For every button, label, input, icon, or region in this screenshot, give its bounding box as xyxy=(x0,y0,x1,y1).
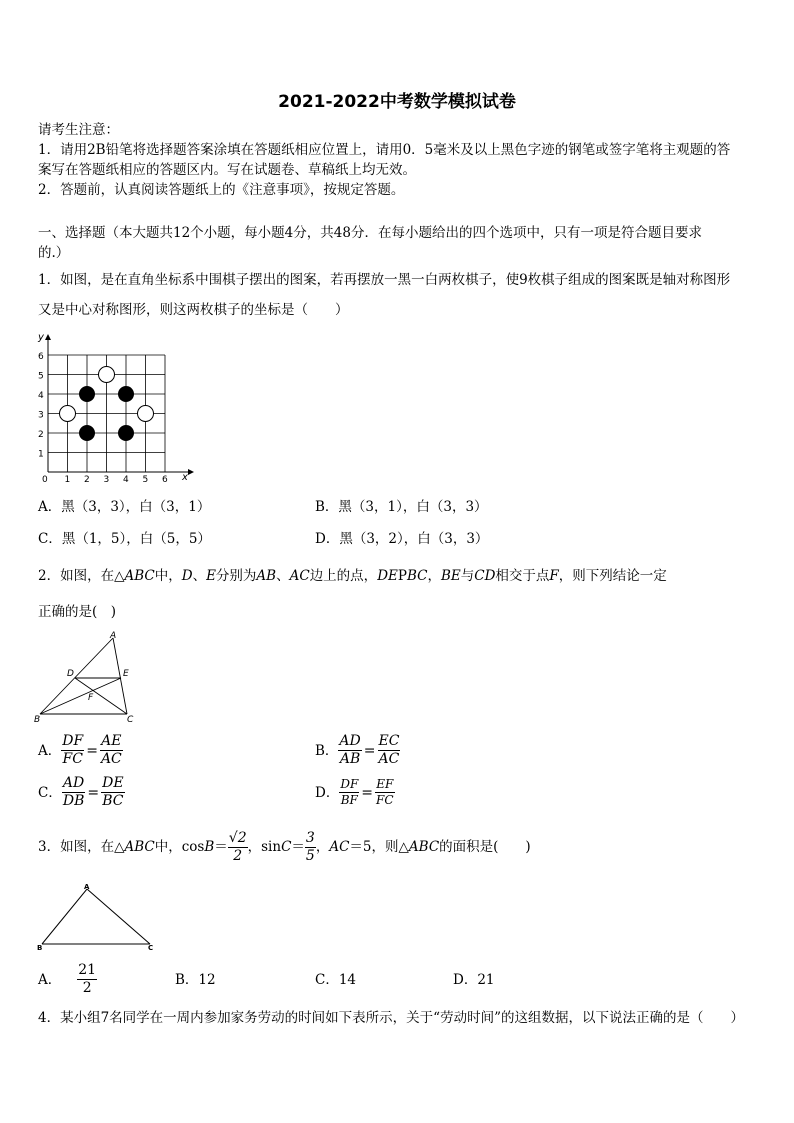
y-tick-label: 4 xyxy=(38,391,44,401)
q3-option-c[interactable]: C．14 xyxy=(315,972,357,988)
white-stone xyxy=(60,406,76,422)
x-tick-label: 6 xyxy=(162,475,168,485)
x-tick-label: 5 xyxy=(142,475,149,485)
origin-label: 0 xyxy=(42,475,48,485)
notice-line-2: 案写在答题纸相应的答题区内。写在试题卷、草稿纸上均无效。 xyxy=(38,162,416,178)
x-tick-label: 1 xyxy=(64,475,71,485)
q2-option-a[interactable]: A． $\frac{DF}{FC}$ = $\frac{AE}{AC}$ xyxy=(38,733,122,767)
x-axis-arrow xyxy=(188,469,194,475)
q1-stem-line-2: 又是中心对称图形，则这两枚棋子的坐标是（ ） xyxy=(38,302,349,318)
y-tick-label: 1 xyxy=(38,449,44,460)
label-e: E xyxy=(123,669,129,679)
q1-option-d[interactable]: D．黑（3，2），白（3，3） xyxy=(315,531,489,547)
q3-option-b[interactable]: B．12 xyxy=(175,972,216,988)
y-axis-label: y xyxy=(38,332,44,343)
q3-option-d[interactable]: D．21 xyxy=(453,972,495,988)
q2-option-c[interactable]: C． $\frac{AD}{DB}$ = $\frac{DE}{BC}$ xyxy=(38,775,124,809)
q2-triangle-figure xyxy=(30,630,145,725)
notice-heading: 请考生注意： xyxy=(38,122,119,138)
black-stone xyxy=(118,386,134,402)
y-tick-label: 5 xyxy=(38,371,44,382)
label-d: D xyxy=(67,669,74,679)
notice-line-3: 2．答题前，认真阅读答题纸上的《注意事项》，按规定答题。 xyxy=(38,182,405,198)
label-a: A xyxy=(84,883,90,891)
q2-option-b[interactable]: B． $\frac{AD}{AB}$ = $\frac{EC}{AC}$ xyxy=(315,733,400,767)
q2-stem-line-1: 2．如图，在△ABC中，D、E分别为AB、AC边上的点，DEPBC，BE与CD相交于点F，则下列结论一定 xyxy=(38,568,667,584)
black-stone xyxy=(79,386,95,402)
x-tick-label: 3 xyxy=(103,475,110,485)
q1-grid-figure xyxy=(28,330,198,485)
label-a: A xyxy=(110,631,117,641)
black-stone xyxy=(79,425,95,441)
q2-option-d[interactable]: D． $\frac{DF}{BF}$ = $\frac{EF}{FC}$ xyxy=(315,777,394,807)
white-stone xyxy=(99,367,115,383)
q1-option-b[interactable]: B．黑（3，1），白（3，3） xyxy=(315,499,488,515)
q3-option-a[interactable]: A． $\frac{21}{2}$ xyxy=(38,962,97,996)
q3-triangle-figure xyxy=(34,882,159,952)
label-f: F xyxy=(88,693,94,703)
black-stone xyxy=(118,425,134,441)
section-header-line-1: 一、选择题（本大题共12个小题，每小题4分，共48分．在每小题给出的四个选项中，只有一项是符合题目要求 xyxy=(38,225,702,241)
x-tick-label: 4 xyxy=(123,475,129,485)
y-tick-label: 2 xyxy=(38,430,44,440)
page-title: 2021-2022中考数学模拟试卷 xyxy=(278,92,516,112)
label-c: C xyxy=(148,944,154,952)
q3-stem: 3．如图，在△ABC中，cosB＝ $\frac{√2}{2}$ ，sinC＝ $\frac{3}{5}$ ，AC＝5，则△ABC的面积是( ) xyxy=(38,830,531,864)
label-c: C xyxy=(127,715,134,725)
notice-line-1: 1．请用2B铅笔将选择题答案涂填在答题纸相应位置上，请用0．5毫米及以上黑色字迹的钢笔或签字笔将主观题的答 xyxy=(38,142,731,158)
q4-stem: 4．某小组7名同学在一周内参加家务劳动的时间如下表所示，关于“劳动时间”的这组数据，以下说法正确的是（ ） xyxy=(38,1010,744,1026)
q1-option-c[interactable]: C．黑（1，5），白（5，5） xyxy=(38,531,211,547)
q2-stem-line-2: 正确的是( ) xyxy=(38,604,117,620)
q1-option-a[interactable]: A．黑（3，3），白（3，1） xyxy=(38,499,211,515)
label-b: B xyxy=(37,944,43,952)
y-tick-label: 3 xyxy=(38,410,44,421)
y-tick-label: 6 xyxy=(38,352,44,362)
q1-stem-line-1: 1．如图，是在直角坐标系中围棋子摆出的图案，若再摆放一黑一白两枚棋子，使9枚棋子组成的图案既是轴对称图形 xyxy=(38,272,731,288)
y-axis-arrow xyxy=(45,334,51,340)
white-stone xyxy=(138,406,154,422)
x-tick-label: 2 xyxy=(84,475,90,485)
section-header-line-2: 的.） xyxy=(38,245,70,261)
x-axis-label: x xyxy=(182,472,188,483)
label-b: B xyxy=(34,715,41,725)
